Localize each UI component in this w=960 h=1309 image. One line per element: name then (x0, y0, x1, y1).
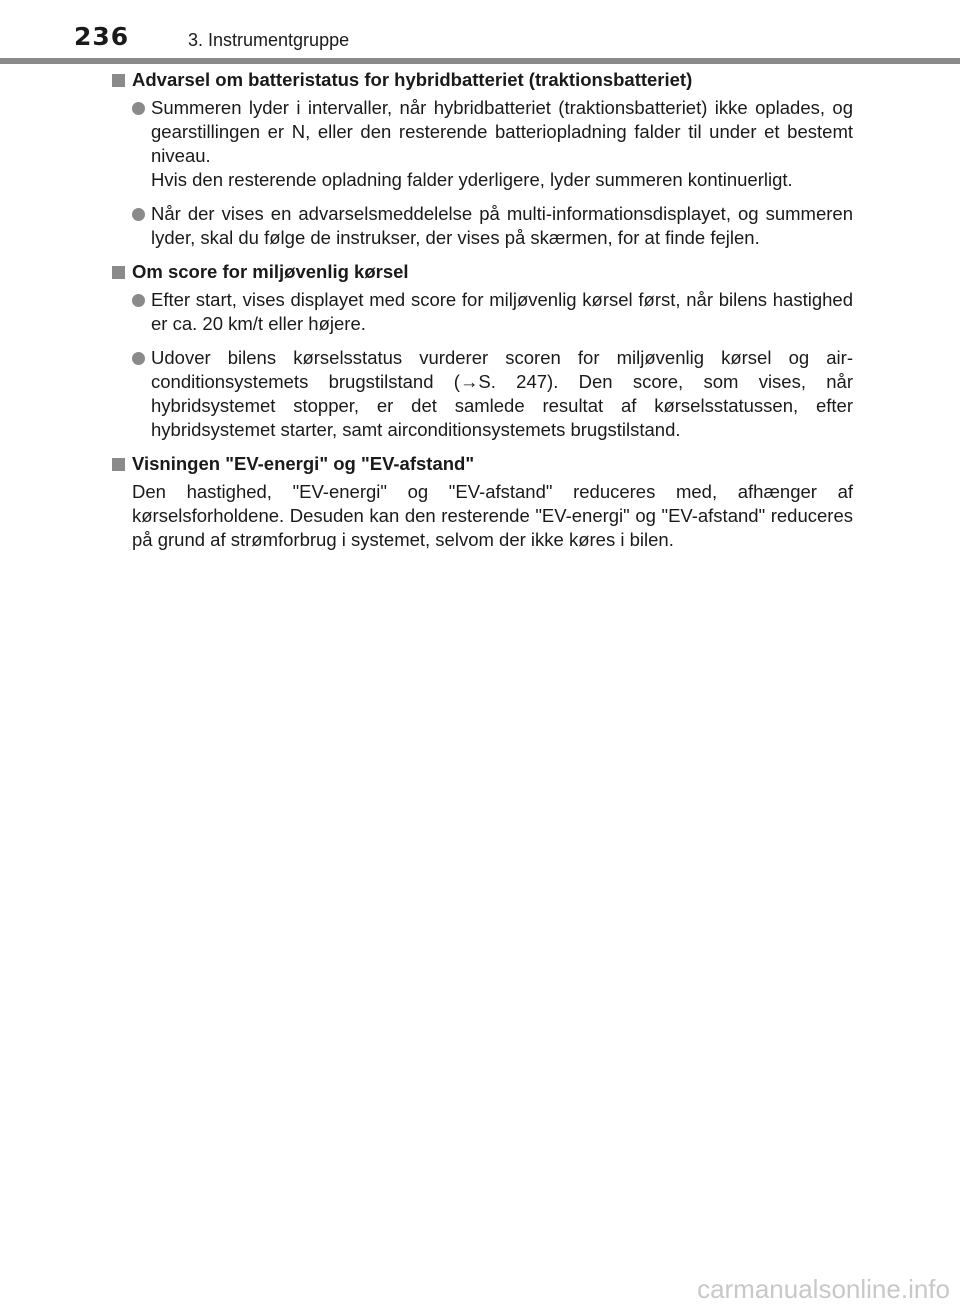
section-heading (112, 68, 853, 92)
list-item (112, 202, 853, 250)
circle-bullet-icon (132, 352, 145, 365)
list-item-text: Efter start, vises displayet med score for miljøvenlig kørsel først, når bilens hastighed er ca. 20 km/t eller højere. (151, 289, 853, 334)
list-item (112, 288, 853, 336)
section-battery-warning (112, 68, 853, 250)
body-paragraph: Den hastighed, "EV-energi" og "EV-afstand" reduceres med, afhænger af kørselsforholdene. Desuden kan den resterende "EV-energi" og "EV-afstand" reduceres på grund af strømforbrug i systemet, selvom der ikke køres i bilen. (132, 481, 853, 550)
circle-bullet-icon (132, 294, 145, 307)
section-heading-text: Om score for miljøvenlig kørsel (132, 261, 409, 282)
section-ev-display (112, 452, 853, 552)
list-item-text: Udover bilens kørselsstatus vurderer scoren for miljøvenlig kørsel og airconditionsystemets brugstilstand (→S. 247). Den score, som vises, når hybridsystemet stopper, er det samlede resultat af kørselsstatussen, efter hybridsystemet starter, samt airconditionsystemets brugstilstand. (151, 347, 853, 440)
square-bullet-icon (112, 74, 125, 87)
section-heading-text: Advarsel om batteristatus for hybridbatteriet (traktionsbatteriet) (132, 69, 693, 90)
list-item (112, 346, 853, 442)
circle-bullet-icon (132, 208, 145, 221)
section-heading-text: Visningen "EV-energi" og "EV-afstand" (132, 453, 475, 474)
page-header (0, 0, 960, 64)
section-heading (112, 452, 853, 476)
list-item (112, 96, 853, 192)
page-content (112, 68, 853, 552)
square-bullet-icon (112, 458, 125, 471)
list-item-text: Når der vises en advarselsmeddelelse på multi-informationsdisplayet, og summeren lyder, skal du følge de instrukser, der vises på skærmen, for at finde fejlen. (151, 203, 853, 248)
header-divider (0, 58, 960, 64)
square-bullet-icon (112, 266, 125, 279)
section-eco-score (112, 260, 853, 442)
section-heading (112, 260, 853, 284)
watermark: carmanualsonline.info (697, 1274, 950, 1304)
page-number: 236 (74, 22, 130, 51)
circle-bullet-icon (132, 102, 145, 115)
chapter-title: 3. Instrumentgruppe (188, 30, 350, 50)
list-item-text: Summeren lyder i intervaller, når hybridbatteriet (traktionsbatteriet) ikke oplades, og gearstillingen er N, eller den resterende batteriopladning falder til under et bestemt niveau. (151, 97, 853, 166)
list-item-text: Hvis den resterende opladning falder yderligere, lyder summeren kontinuerligt. (151, 169, 793, 190)
